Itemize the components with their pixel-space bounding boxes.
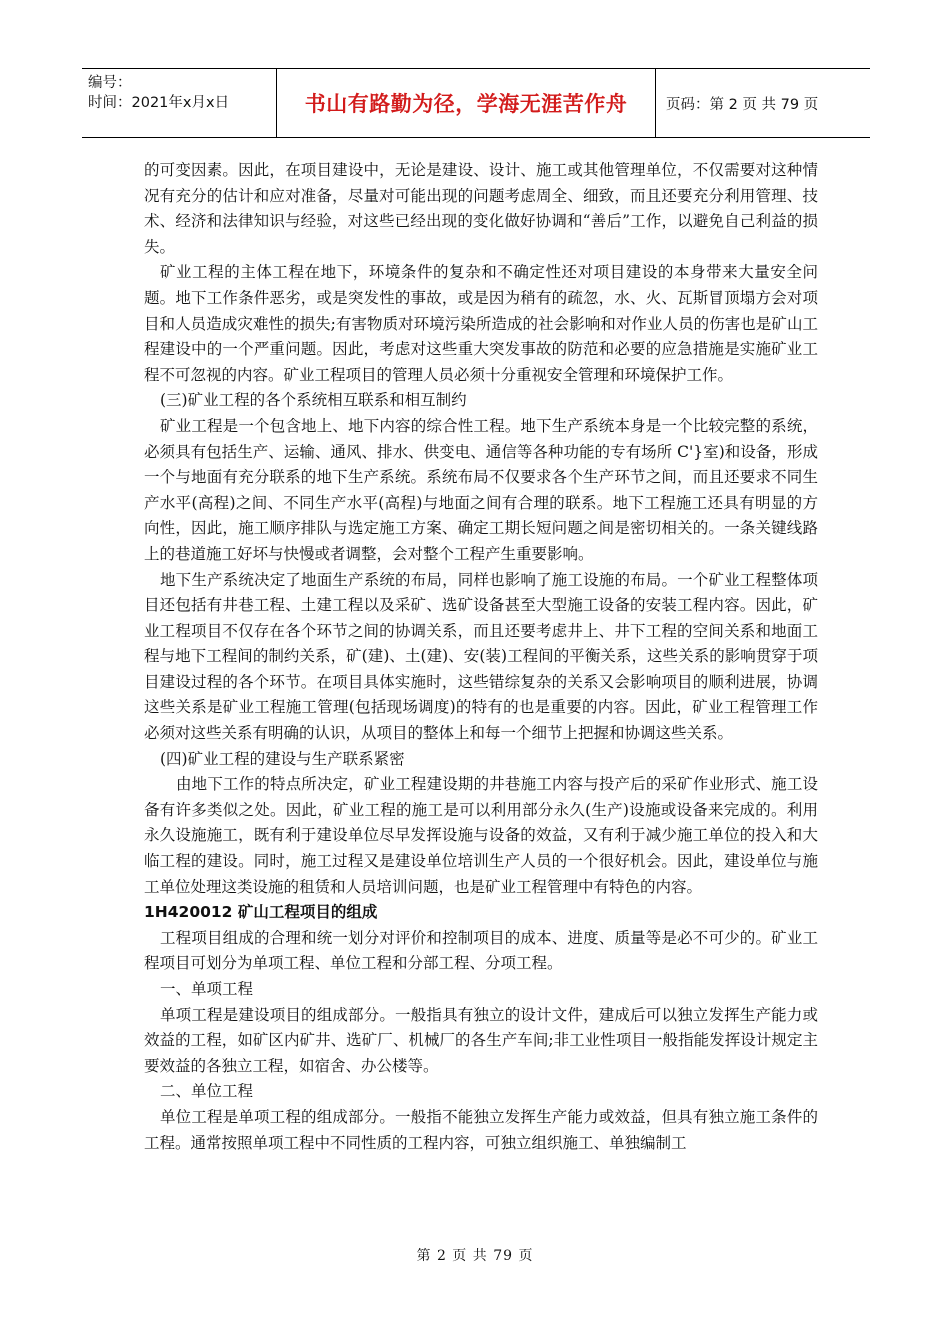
paragraph-7: 单项工程是建设项目的组成部分。一般指具有独立的设计文件，建成后可以独立发挥生产能力或效益的工程，如矿区内矿井、选矿厂、机械厂的各生产车间;非工业性项目一般指能发挥设计规定主要效益的各独立工程，如宿舍、办公楼等。 <box>144 1005 818 1075</box>
paragraph-6: 工程项目组成的合理和统一划分对评价和控制项目的成本、进度、质量等是必不可少的。矿业工程项目可划分为单项工程、单位工程和分部工程、分项工程。 <box>144 928 818 973</box>
date-label: 时间：2021年x月x日 <box>88 95 230 111</box>
subheading-one: 一、单项工程 <box>160 980 254 998</box>
subheading-3: (三)矿业工程的各个系统相互联系和相互制约 <box>160 391 467 410</box>
header-motto: 书山有路勤为径，学海无涯苦作舟 <box>277 69 656 137</box>
subheading-4: (四)矿业工程的建设与生产联系紧密 <box>160 749 405 768</box>
paragraph-4: 地下生产系统决定了地面生产系统的布局，同样也影响了施工设施的布局。一个矿业工程整体项目还包括有井巷工程、土建工程以及采矿、选矿设备甚至大型施工设备的安装工程内容。因此，矿业工程项目不仅存在各个环节之间的协调关系，而且还要考虑井上、井下工程的空间关系和地面工程与地下工程间的制约关系，矿(建)、土(建)、安(装)工程间的平衡关系，这些关系的影响贯穿于项目建设过程的各个环节。在项目具体实施时，这些错综复杂的关系又会影响项目的顺利进展，协调这些关系是矿业工程施工管理(包括现场调度)的特有的也是重要的内容。因此，矿业工程管理工作必须对这些关系有明确的认识，从项目的整体上和每一个细节上把握和协调这些关系。 <box>144 570 818 743</box>
paragraph-5: 由地下工作的特点所决定，矿业工程建设期的井巷施工内容与投产后的采矿作业形式、施工设备有许多类似之处。因此，矿业工程的施工是可以利用部分永久(生产)设施或设备来完成的。利用永久设施施工，既有利于建设单位尽早发挥设施与设备的效益，又有利于减少施工单位的投入和大临工程的建设。同时，施工过程又是建设单位培训生产人员的一个很好机会。因此，建设单位与施工单位处理这类设施的租赁和人员培训问题，也是矿业工程管理中有特色的内容。 <box>144 775 818 896</box>
paragraph-8: 单位工程是单项工程的组成部分。一般指不能独立发挥生产能力或效益，但具有独立施工条件的工程。通常按照单项工程中不同性质的工程内容，可独立组织施工、单独编制工 <box>144 1107 818 1152</box>
subheading-two: 二、单位工程 <box>160 1082 254 1101</box>
serial-label: 编号： <box>88 75 132 91</box>
header-meta <box>82 69 277 137</box>
document-body <box>144 158 818 1156</box>
section-heading: 1H420012 矿山工程项目的组成 <box>144 903 378 922</box>
page-footer: 第 2 页 共 79 页 <box>416 1248 534 1264</box>
paragraph-1: 的可变因素。因此，在项目建设中，无论是建设、设计、施工或其他管理单位，不仅需要对这种情况有充分的估计和应对准备，尽量对可能出现的问题考虑周全、细致，而且还要充分利用管理、技术、经济和法律知识与经验，对这些已经出现的变化做好协调和“善后”工作，以避免自己利益的损失。 <box>144 161 818 256</box>
header-page-info: 页码：第 2 页 共 79 页 <box>666 96 819 113</box>
paragraph-3: 矿业工程是一个包含地上、地下内容的综合性工程。地下生产系统本身是一个比较完整的系统，必须具有包括生产、运输、通风、排水、供变电、通信等各种功能的专有场所 C'}室)和设备，形成一个与地面有充分联系的地下生产系统。系统布局不仅要求各个生产环节之间，而且还要求不同生产水平(高程)之间、不同生产水平(高程)与地面之间有合理的联系。地下工程施工还具有明显的方向性，因此，施工顺序排队与选定施工方案、确定工期长短问题之间是密切相关的。一条关键线路上的巷道施工好坏与快慢或者调整，会对整个工程产生重要影响。 <box>144 416 818 563</box>
page-header <box>82 68 870 138</box>
paragraph-2: 矿业工程的主体工程在地下，环境条件的复杂和不确定性还对项目建设的本身带来大量安全问题。地下工作条件恶劣，或是突发性的事故，或是因为稍有的疏忽，水、火、瓦斯冒顶塌方会对项目和人员造成灾难性的损失;有害物质对环境污染所造成的社会影响和对作业人员的伤害也是矿山工程建设中的一个严重问题。因此，考虑对这些重大突发事故的防范和必要的应急措施是实施矿业工程不可忽视的内容。矿业工程项目的管理人员必须十分重视安全管理和环境保护工作。 <box>144 263 818 384</box>
